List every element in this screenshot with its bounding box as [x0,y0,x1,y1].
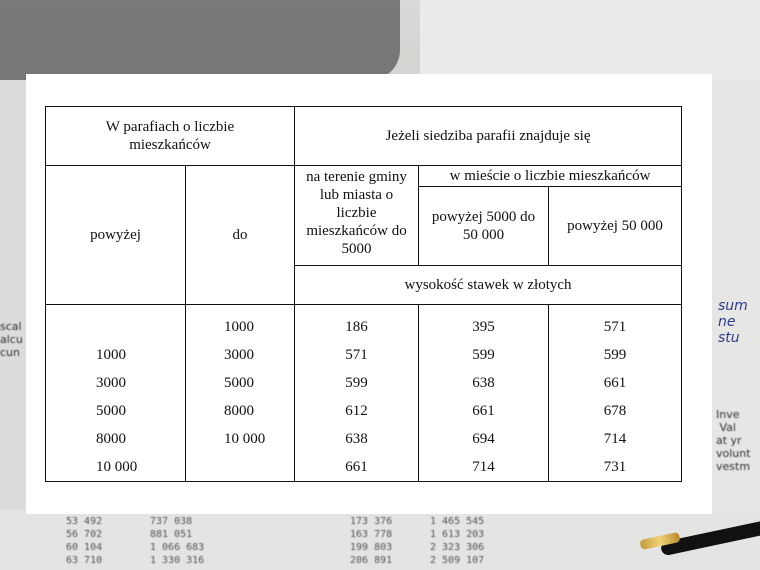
table-cell: 599 [345,375,368,391]
above-header: powyżej [46,166,186,305]
table-cell: 661 [345,459,368,475]
col-above [46,305,186,482]
col-city-big [549,305,682,482]
table-cell: 571 [603,319,627,335]
table-cell: 714 [603,431,627,447]
table-cell: 395 [472,319,495,335]
table-cell: 1000 [224,319,254,335]
table-cell: 5000 [224,375,254,391]
col-to [186,305,295,482]
table-cell [46,313,185,341]
to-header: do [186,166,295,305]
table-cell: 638 [345,431,368,447]
table-cell: 10 000 [224,431,266,447]
table-cell: 10 000 [96,459,138,475]
rates-table [45,106,682,482]
location-group-header: Jeżeli siedziba parafii znajduje się [295,107,682,166]
table-cell: 714 [472,459,495,475]
col-city-mid [419,305,549,482]
table-cell: 5000 [96,403,126,419]
table-cell: 731 [603,459,627,475]
rate-label: wysokość stawek w złotych [295,266,682,305]
table-cell: 638 [472,375,495,391]
residents-group-header: W parafiach o liczbie mieszkańców [46,107,295,166]
table-cell: 661 [472,403,495,419]
table-cell: 678 [603,403,627,419]
table-cell: 694 [472,431,495,447]
city-group-header: w mieście o liczbie mieszkańców [419,166,682,187]
table-cell: 186 [345,319,368,335]
table-cell: 3000 [96,375,126,391]
table-cell: 571 [345,347,368,363]
table-cell: 8000 [224,403,254,419]
table-cell: 612 [345,403,368,419]
col-gmina [295,305,419,482]
table-cell: 599 [472,347,495,363]
table-cell: 8000 [96,431,126,447]
table-cell: 1000 [96,347,126,363]
background-photo: 53 492 56 702 60 104 63 710 737 038 881 051 1 066 683 1 330 316 173 376 163 778 199 803 206 891 1 465 545 1 613 203 2 323 306 2 509 107 sum ne stu Inve Val at yr volunt vestm scal alcu cun [0,0,760,570]
city-mid-header: powyżej 5000 do 50 000 [419,187,549,266]
city-big-header: powyżej 50 000 [549,187,682,266]
gmina-header: na terenie gminy lub miasta o liczbie mieszkańców do 5000 [295,166,419,266]
table-cell: 599 [603,347,627,363]
table-cell: 3000 [224,347,254,363]
table-cell: 661 [603,375,627,391]
document-card [26,74,712,514]
table-cell [186,453,294,481]
